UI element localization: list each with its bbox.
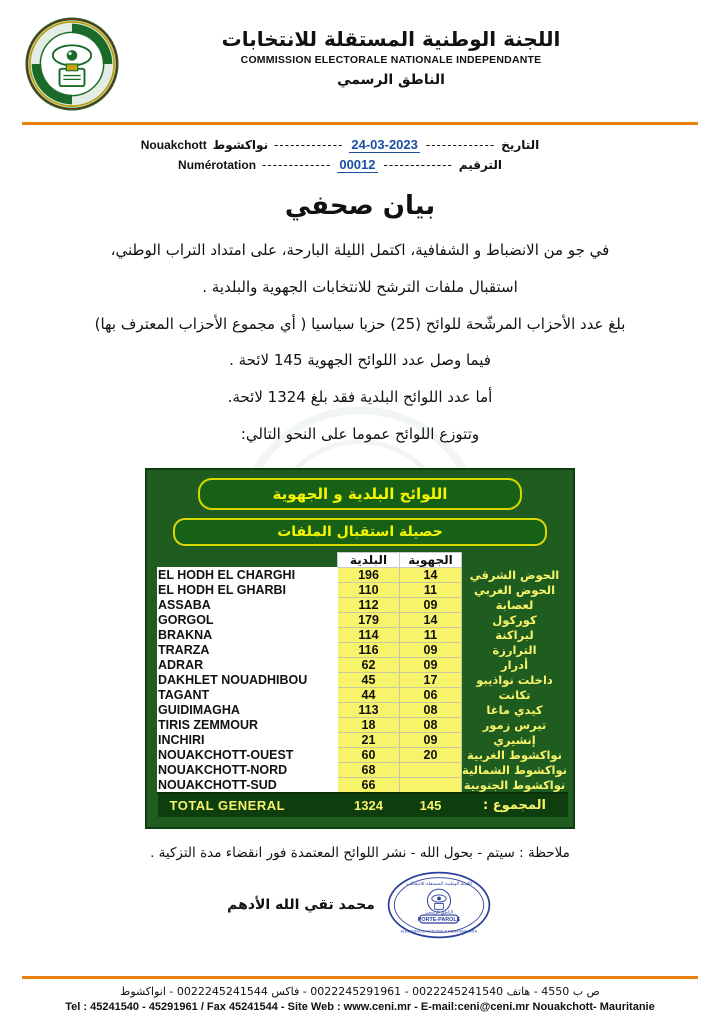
table-row [158,777,568,793]
row-municipal: 18 [338,717,400,732]
row-municipal: 44 [338,687,400,702]
numerotation-dots-left: ------------- [383,158,453,172]
row-municipal: 196 [338,567,400,582]
row-name-ar: إنشيري [462,732,568,747]
results-table-container [145,468,575,829]
row-name-ar: كوركول [462,612,568,627]
table-header-row [158,552,568,567]
footer-contact-arabic: ص ب 4550 - هاتف 0022245241540 - 0022245291961 - فاكس 0022245241544 - انواكشوط [120,985,600,998]
row-name-fr: NOUAKCHOTT-NORD [158,762,338,777]
row-municipal: 68 [338,762,400,777]
header-titles [120,16,692,88]
row-regional: 09 [400,597,462,612]
row-name-fr: GORGOL [158,612,338,627]
row-municipal: 179 [338,612,400,627]
total-regional: 145 [400,793,462,817]
svg-text:الناطق الرسمي: الناطق الرسمي [424,910,453,916]
row-name-ar: تيرس زمور [462,717,568,732]
row-name-ar: أدرار [462,657,568,672]
spokesperson-subtitle: الناطق الرسمي [337,72,445,88]
row-name-fr: INCHIRI [158,732,338,747]
total-label-fr: TOTAL GENERAL [158,793,338,817]
row-name-ar: نواكشوط الشمالية [462,762,567,777]
row-regional: 08 [400,702,462,717]
row-regional: 08 [400,717,462,732]
row-name-fr: DAKHLET NOUADHIBOU [158,672,338,687]
header-blank-right [462,552,568,567]
row-name-fr: TRARZA [158,642,338,657]
table-row [158,762,568,777]
numerotation-label-arabic: الترقيم [458,158,502,172]
document-meta [0,137,680,173]
row-regional: 14 [400,567,462,582]
table-row [158,567,568,582]
footer-divider [22,976,698,979]
row-name-ar: لعصابة [462,597,568,612]
document-footer [0,976,720,1019]
date-dots-left: ------------- [425,138,496,152]
row-name-ar: داخلت نواذيبو [462,672,568,687]
row-municipal: 62 [338,657,400,672]
row-name-ar: نواكشوط الجنوبية [462,777,568,793]
page-title: بيان صحفي [284,191,436,221]
table-total-row [158,793,568,817]
table-row [158,612,568,627]
row-name-fr: EL HODH EL GHARBI [158,582,338,597]
meta-row-date [0,137,680,153]
paragraph-2: استقبال ملفات الترشح للانتخابات الجهوية والبلدية . [202,277,518,296]
numerotation-dots-right: ------------- [262,158,332,172]
organisation-title-french: COMMISSION ELECTORALE NATIONALE INDEPENDANTE [240,54,542,66]
table-row [158,732,568,747]
footer-contact-french: Tel : 45241540 - 45291961 / Fax 45241544 - Site Web : www.ceni.mr - E-mail:ceni@ceni.mr Nouakchott- Mauritanie [65,1001,655,1013]
row-regional [400,762,462,777]
row-municipal: 45 [338,672,400,687]
paragraph-5: أما عدد اللوائح البلدية فقد بلغ 1324 لائحة. [227,388,493,406]
table-row [158,747,568,762]
row-regional: 09 [400,657,462,672]
total-label-ar: المجموع : [462,793,568,817]
total-municipal: 1324 [338,793,400,817]
closing-note: ملاحظة : سيتم - بحول الله - نشر اللوائح المعتمدة فور انقضاء مدة التزكية . [150,844,570,861]
row-regional: 09 [400,642,462,657]
document-header [0,0,720,118]
row-municipal: 112 [338,597,400,612]
header-divider [22,122,698,125]
row-municipal: 66 [338,777,400,793]
row-name-fr: NOUAKCHOTT-OUEST [158,747,338,762]
row-name-ar: نواكشوط الغربية [462,747,568,762]
row-name-fr: TAGANT [158,687,338,702]
signature-block [0,869,720,941]
row-municipal: 113 [338,702,400,717]
svg-text:ELECTORALE NATIONALE INDEPENDA: ELECTORALE NATIONALE INDEPENDANTE [400,928,478,933]
row-regional: 06 [400,687,462,702]
paragraph-4: فيما وصل عدد اللوائح الجهوية 145 لائحة . [229,351,491,370]
row-regional: 20 [400,747,462,762]
row-municipal: 60 [338,747,400,762]
header-blank-left [158,552,338,567]
row-regional: 17 [400,672,462,687]
row-regional [400,777,462,793]
table-row [158,702,568,717]
table-row [158,657,568,672]
table-row [158,687,568,702]
official-stamp [385,869,493,941]
date-label-arabic: التاريخ [501,138,540,152]
table-row [158,627,568,642]
row-regional: 14 [400,612,462,627]
table-sub-banner-title: حصيلة استقبال الملفات [173,518,547,546]
date-dots-right: ------------- [274,138,344,152]
city-label-arabic: نواكشوط [212,138,269,152]
row-name-fr: TIRIS ZEMMOUR [158,717,338,732]
organisation-title-arabic: اللجنة الوطنية المستقلة للانتخابات [221,27,561,51]
header-municipal: البلدية [338,552,400,567]
paragraph-3: بلغ عدد الأحزاب المرشّحة للوائح (25) حزبا سياسيا ( أي مجموع الأحزاب المعترف بها) [94,314,626,333]
row-municipal: 21 [338,732,400,747]
results-table-body [158,567,568,817]
row-regional: 11 [400,582,462,597]
row-municipal: 110 [338,582,400,597]
numerotation-label-french: Numérotation [178,158,257,172]
row-regional: 09 [400,732,462,747]
row-name-fr: ASSABA [158,597,338,612]
row-name-fr: NOUAKCHOTT-SUD [158,777,338,793]
header-regional: الجهوية [400,552,462,567]
numerotation-value: 00012 [339,157,376,172]
signatory-name: محمد تقي الله الأدهم [227,896,375,913]
ceni-emblem-logo [24,16,120,112]
table-row [158,597,568,612]
paragraph-6: وتتوزع اللوائح عموما على النحو التالي: [240,424,480,443]
svg-text:PORTE-PAROLE: PORTE-PAROLE [417,916,461,923]
row-name-fr: EL HODH EL CHARGHI [158,567,338,582]
table-row [158,717,568,732]
paragraph-1: في جو من الانضباط و الشفافية، اكتمل الليلة البارحة، على امتداد التراب الوطني، [110,241,610,259]
row-regional: 11 [400,627,462,642]
row-name-ar: لبراكنة [462,627,568,642]
table-banner-title: اللوائح البلدية و الجهوية [198,478,522,510]
svg-text:اللجنة الوطنية المستقلة للانتخ: اللجنة الوطنية المستقلة للانتخابات [405,881,472,887]
row-name-ar: كيدي ماغا [462,702,568,717]
row-name-fr: BRAKNA [158,627,338,642]
row-name-ar: الترارزة [462,642,568,657]
city-label-french: Nouakchott [140,138,207,152]
row-municipal: 114 [338,627,400,642]
row-name-fr: GUIDIMAGHA [158,702,338,717]
row-name-ar: الحوض الشرقي [462,567,568,582]
table-row [158,642,568,657]
table-row [158,672,568,687]
row-name-fr: ADRAR [158,657,338,672]
table-row [158,582,568,597]
meta-row-numerotation [0,157,680,173]
row-municipal: 116 [338,642,400,657]
row-name-ar: تكانت [462,687,568,702]
results-table [157,552,568,817]
date-value: 24-03-2023 [351,137,418,152]
row-name-ar: الحوض الغربي [462,582,568,597]
